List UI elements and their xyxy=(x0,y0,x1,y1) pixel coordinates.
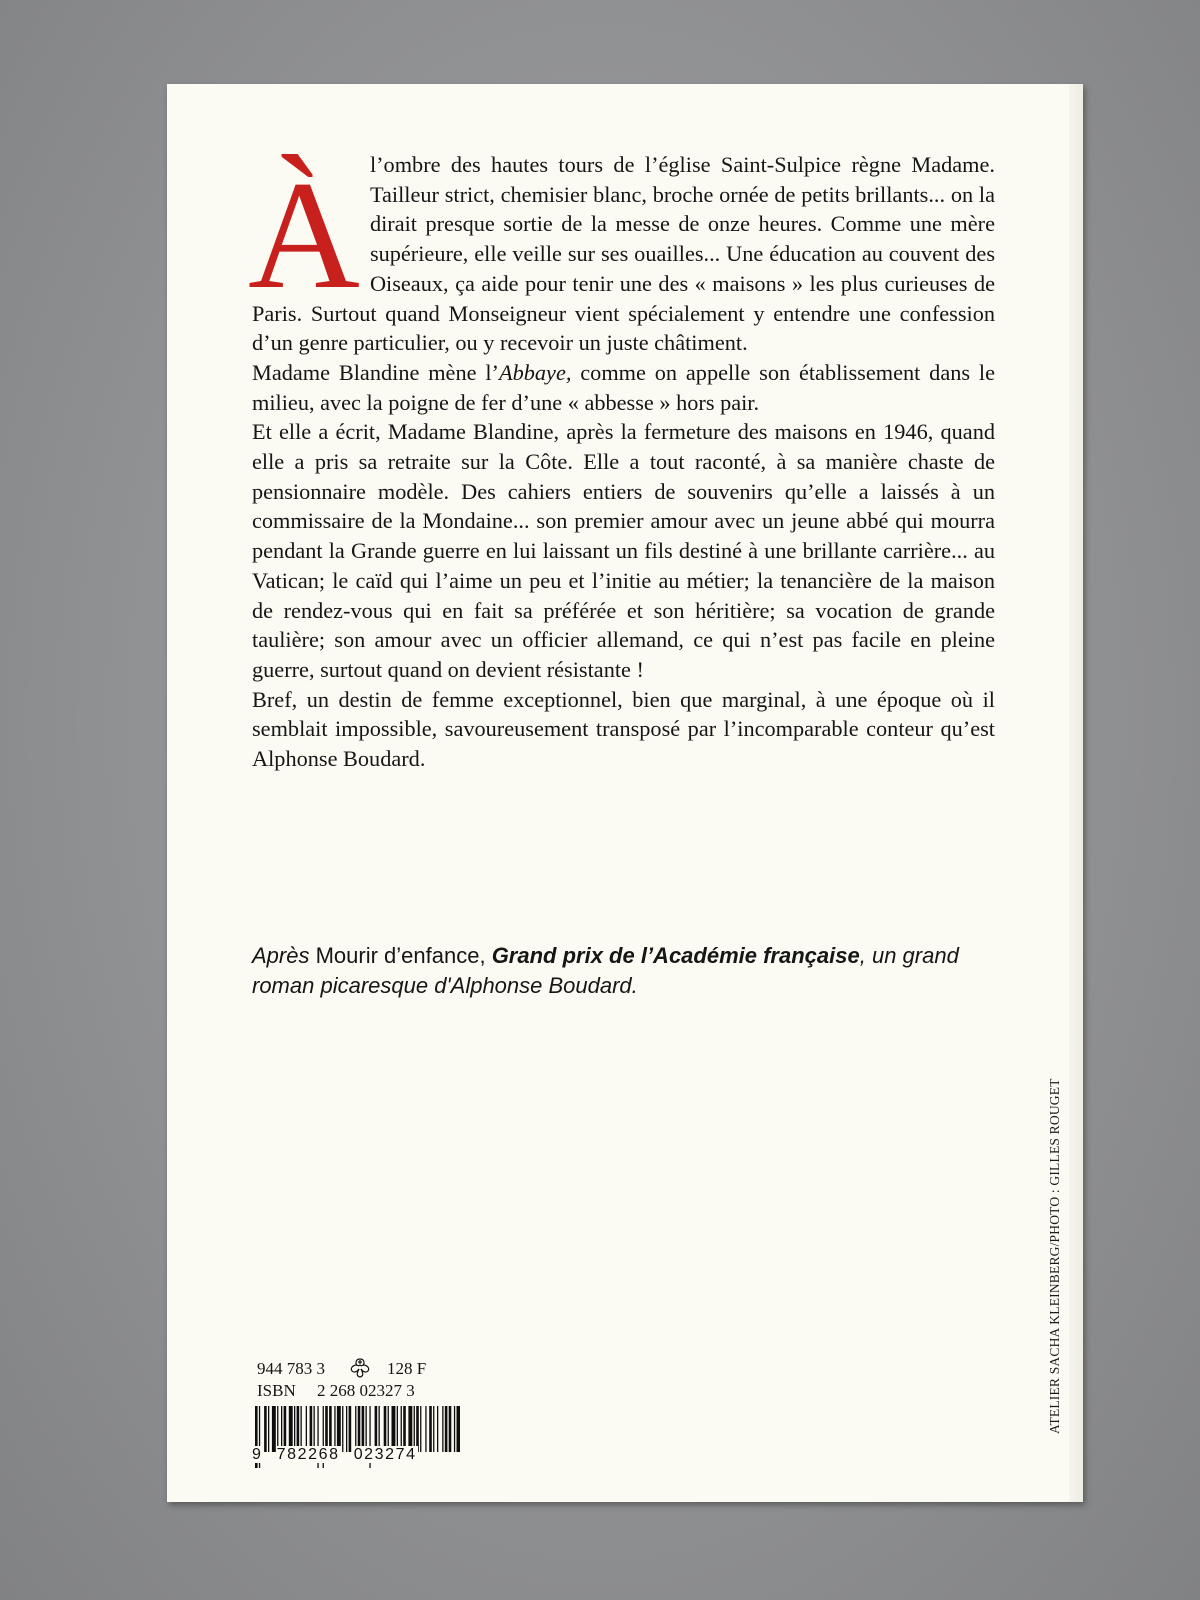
blurb-title: Mourir d’enfance, xyxy=(309,943,492,968)
drop-cap: À xyxy=(248,149,360,321)
synopsis-paragraph-3: Et elle a écrit, Madame Blandine, après la fermeture des maisons en 1946, quand elle a pris sa retraite sur la Côte. Elle a tout raconté, à sa manière chaste de pensionnaire modèle. Des cahiers entiers de souvenirs qu’elle a laissés à un commissaire de la Mondaine... son premier amour avec un jeune abbé qui mourra pendant la Grande guerre en lui laissant un fils destiné à une brillante carrière... au Vatican; le caïd qui l’aime un peu et l’initie au métier; la tenancière de la maison de rendez-vous qui en fait sa préférée et son héritière; sa vocation de grande taulière; son amour avec un officier allemand, ce qui n’est pas facile en pleine guerre, surtout quand on devient résistante ! xyxy=(252,419,995,682)
isbn-number: 2 268 02327 3 xyxy=(317,1381,415,1400)
blurb-award: Grand prix de l’Académie française xyxy=(491,943,860,968)
isbn-label: ISBN xyxy=(257,1381,296,1400)
synopsis xyxy=(248,149,995,774)
synopsis-paragraph-4: Bref, un destin de femme exceptionnel, bien que marginal, à une époque où il semblait impossible, savoureusement transposé par l’incomparable conteur qu’est Alphonse Boudard. xyxy=(252,686,995,772)
abbaye-italic: Abbaye, xyxy=(498,359,572,385)
barcode-lead-digit: 9 xyxy=(252,1446,263,1463)
award-blurb xyxy=(252,941,995,1001)
barcode-left-digits: 782268 xyxy=(276,1446,340,1463)
blurb-italic-rest: , un grand roman picaresque d'Alphonse Boudard. xyxy=(252,943,959,998)
isbn-row xyxy=(257,1380,477,1401)
price: 128 F xyxy=(387,1358,427,1378)
synopsis-paragraph-1 xyxy=(248,149,995,417)
reference-row xyxy=(257,1356,477,1380)
publisher-logo-icon xyxy=(343,1356,377,1380)
barcode-digits xyxy=(251,1446,466,1464)
product-codes xyxy=(257,1356,477,1401)
book-back-cover xyxy=(167,84,1083,1502)
reference-number: 944 783 3 xyxy=(257,1358,325,1378)
paragraph-2-before: Madame Blandine mène l’ xyxy=(252,359,499,385)
paragraph-2-after: comme on appelle son établissement dans le milieu, avec la poigne de fer d’une « abbesse » hors pair. xyxy=(252,359,995,415)
photo-credit: ATELIER SACHA KLEINBERG/PHOTO : GILLES ROUGET xyxy=(1047,1078,1062,1434)
barcode-right-digits: 023274 xyxy=(353,1446,417,1463)
paragraph-1-text: l’ombre des hautes tours de l’église Saint-Sulpice règne Madame. Tailleur strict, chemisier blanc, broche ornée de petits brillants... on la dirait presque sortie de la messe de onze heures. Comme une mère supérieure, elle veille sur ses ouailles... Une éducation au couvent des Oiseaux, ça aide pour tenir une des « maisons » les plus curieuses de Paris. Surtout quand Monseigneur vient spécialement y entendre une confession d’un genre particulier, ou y recevoir un juste châtiment. xyxy=(252,152,995,356)
blurb-italic-apres: Après xyxy=(252,943,310,968)
cover-edge xyxy=(1069,84,1083,1502)
